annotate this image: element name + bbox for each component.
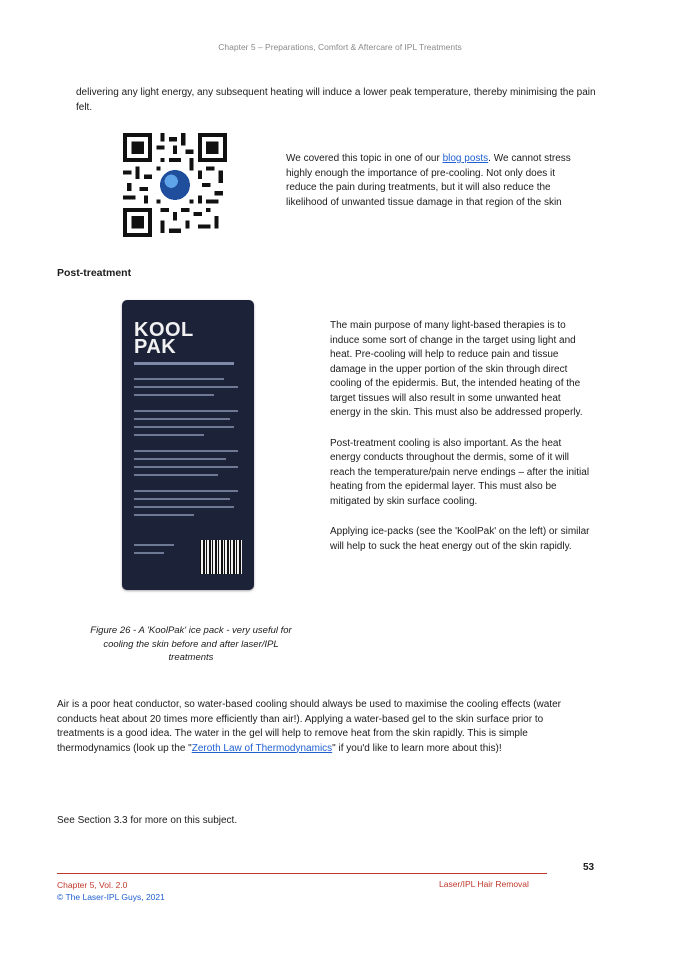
product-text-line xyxy=(134,410,238,412)
see-section-note: See Section 3.3 for more on this subject. xyxy=(57,815,238,826)
product-text-line xyxy=(134,394,214,396)
page-header: Chapter 5 – Preparations, Comfort & Aftercare of IPL Treatments xyxy=(218,42,462,52)
product-text-line xyxy=(134,450,238,452)
product-text-line xyxy=(134,466,238,468)
footer-left xyxy=(57,879,165,903)
product-text-line xyxy=(134,386,238,388)
section-heading-post-treatment: Post-treatment xyxy=(57,267,132,279)
bottom-text-after: " if you'd like to learn more about this)! xyxy=(332,742,502,754)
qr-description xyxy=(286,152,576,210)
qr-text-before: We covered this topic in one of our xyxy=(286,153,443,164)
product-brand-line1: KOOL xyxy=(134,319,194,341)
product-brand xyxy=(134,319,194,358)
product-text-line xyxy=(134,490,238,492)
cooling-paragraph xyxy=(57,698,589,756)
product-text-line xyxy=(134,514,194,516)
footer-right: Laser/IPL Hair Removal xyxy=(439,879,529,889)
product-text-line xyxy=(134,474,218,476)
paragraph: Applying ice-packs (see the 'KoolPak' on the left) or similar will help to suck the heat energy out of the skin rapidly. xyxy=(330,526,590,552)
qr-text-after: . We cannot stress highly enough the importance of pre-cooling. Not only does it reduce the pain during treatments, but it will also reduce the likelihood of unwanted tissue damage in that region of the skin xyxy=(286,153,571,208)
figure-caption: Figure 26 - A 'KoolPak' ice pack - very useful for cooling the skin before and after laser/IPL treatments xyxy=(90,625,292,663)
product-brand-line2: PAK xyxy=(134,336,177,358)
paragraph: The main purpose of many light-based therapies is to induce some sort of change in the target using light and heat. Pre-cooling will help to reduce pain and tissue damage in the upper portion of the skin through direct cooling of the epidermis. But, the intended heating of the target tissues will also result in some unwanted heat energy in the skin. This must also be addressed properly. xyxy=(330,320,583,418)
product-text-line xyxy=(134,498,230,500)
bottom-text-before: Air is a poor heat conductor, so water-based cooling should always be used to maximise the cooling effects (water conducts heat about 20 times more efficiently than air!). Applying a water-based gel to the skin surface prior to treatments is a good idea. The water in the gel will help to remove heat from the skin rapidly. This is simple thermodynamics (look up the " xyxy=(57,699,561,754)
product-text-line xyxy=(134,426,234,428)
page-number: 53 xyxy=(583,862,595,873)
product-text-line xyxy=(134,506,234,508)
paragraph: Post-treatment cooling is also important. As the heat energy conducts throughout the dermis, some of it will reach the temperature/pain nerve endings – after the initial heating from the epidermal layer. This must also be mitigated by skin surface cooling. xyxy=(330,437,590,507)
product-text-line xyxy=(134,458,226,460)
post-treatment-text xyxy=(330,319,592,570)
qr-code-icon[interactable] xyxy=(123,133,227,237)
footer-copyright: © The Laser-IPL Guys, 2021 xyxy=(57,892,165,902)
intro-paragraph: delivering any light energy, any subsequent heating will induce a lower peak temperature, thereby minimising the pain felt. xyxy=(76,87,596,113)
barcode xyxy=(200,540,242,574)
footer-divider xyxy=(57,873,547,874)
footer-chapter: Chapter 5, Vol. 2.0 xyxy=(57,880,128,890)
blog-posts-link[interactable]: blog posts xyxy=(442,153,489,164)
product-text-line xyxy=(134,434,204,436)
product-text-line xyxy=(134,552,164,554)
product-text-line xyxy=(134,544,174,546)
product-text-line xyxy=(134,378,224,380)
product-text-line xyxy=(134,418,230,420)
koolpak-image xyxy=(122,300,254,590)
product-subline xyxy=(134,362,234,365)
zeroth-law-link[interactable]: Zeroth Law of Thermodynamics xyxy=(191,742,333,754)
